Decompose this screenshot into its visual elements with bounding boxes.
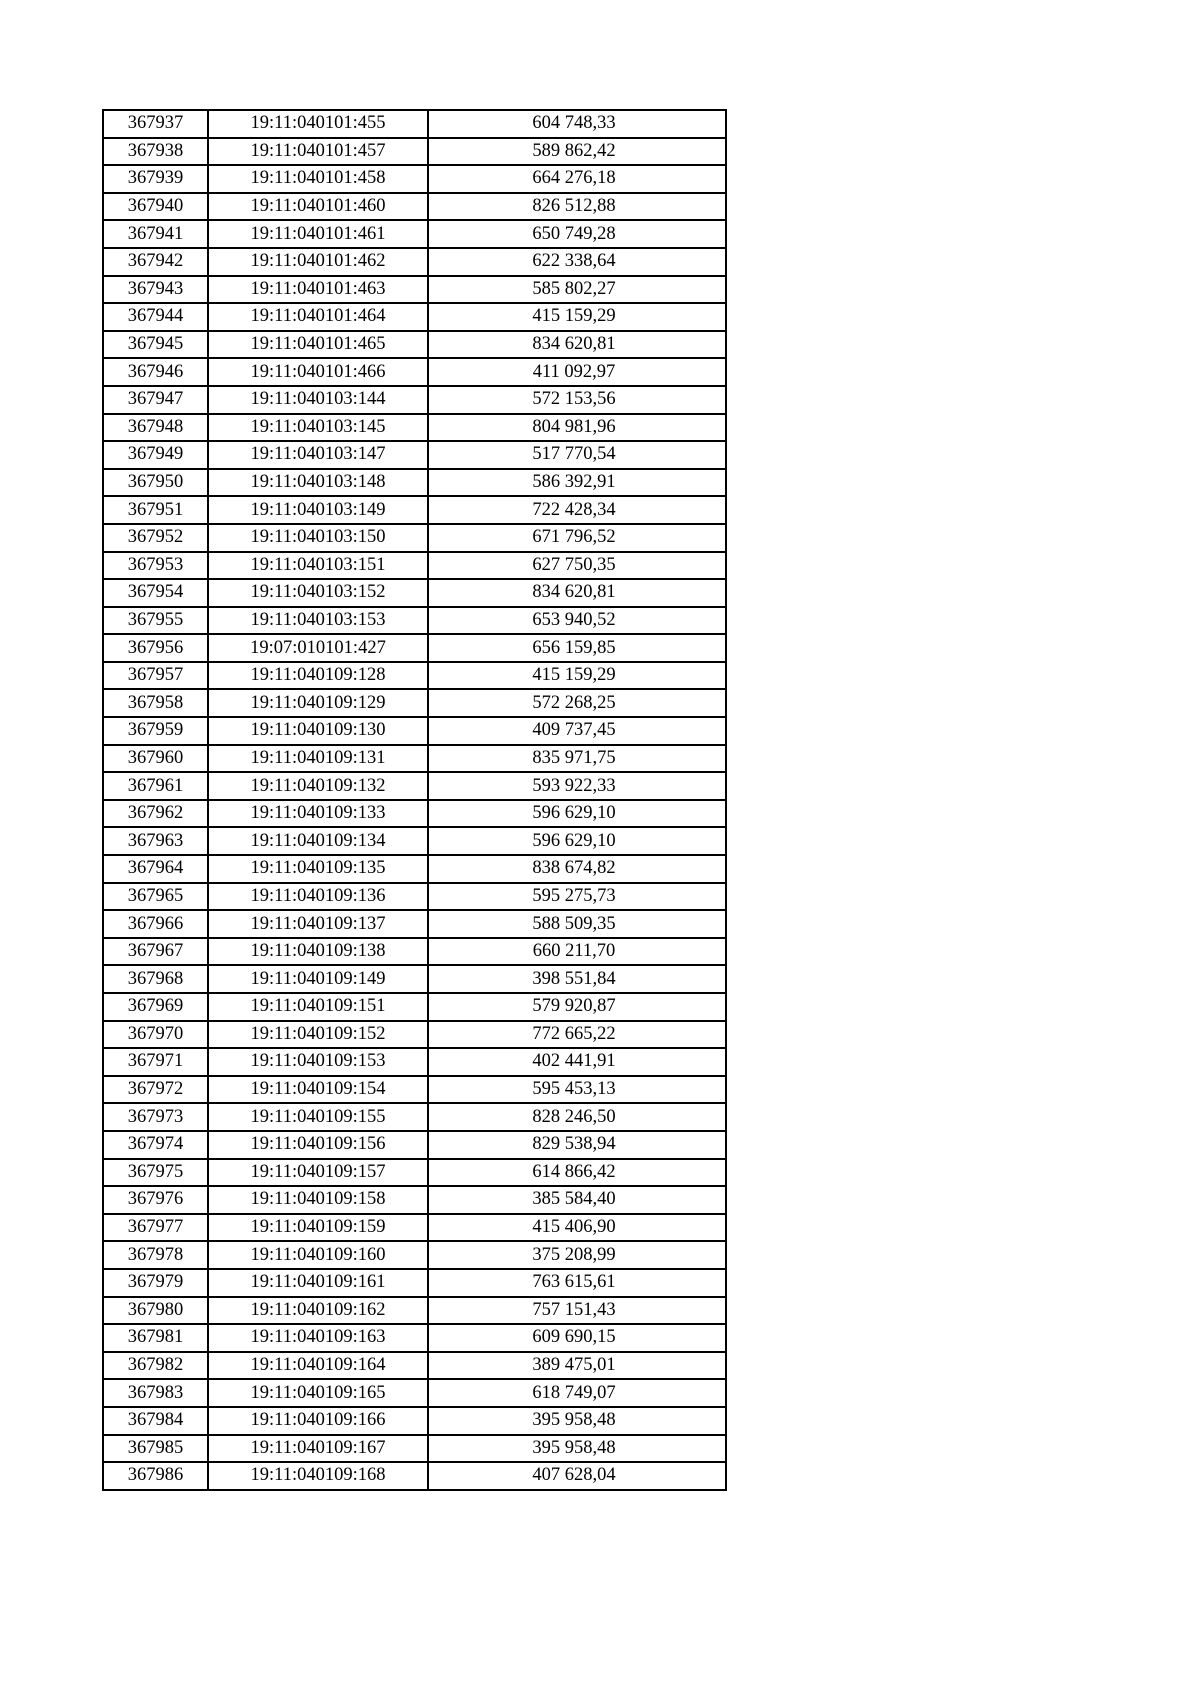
- cadastral-number-cell: 19:11:040109:134: [208, 827, 428, 855]
- row-number-cell: 367968: [103, 965, 208, 993]
- row-number-cell: 367973: [103, 1103, 208, 1131]
- row-number-cell: 367945: [103, 331, 208, 359]
- table-row: [103, 193, 726, 221]
- table-row: [103, 1352, 726, 1380]
- row-number-cell: 367977: [103, 1214, 208, 1242]
- cadastral-number-cell: 19:11:040103:151: [208, 552, 428, 580]
- table-row: [103, 1241, 726, 1269]
- table-row: [103, 772, 726, 800]
- cadastral-number-cell: 19:11:040103:150: [208, 524, 428, 552]
- cadastral-value-cell: 595 275,73: [428, 883, 726, 911]
- row-number-cell: 367959: [103, 717, 208, 745]
- cadastral-value-cell: 627 750,35: [428, 552, 726, 580]
- table-row: [103, 331, 726, 359]
- cadastral-value-cell: 415 406,90: [428, 1214, 726, 1242]
- row-number-cell: 367940: [103, 193, 208, 221]
- cadastral-value-cell: 593 922,33: [428, 772, 726, 800]
- table-row: [103, 800, 726, 828]
- cadastral-number-cell: 19:11:040101:461: [208, 220, 428, 248]
- table-row: [103, 745, 726, 773]
- row-number-cell: 367971: [103, 1048, 208, 1076]
- table-row: [103, 1379, 726, 1407]
- row-number-cell: 367960: [103, 745, 208, 773]
- cadastral-number-cell: 19:11:040109:131: [208, 745, 428, 773]
- cadastral-value-cell: 407 628,04: [428, 1462, 726, 1490]
- cadastral-value-cell: 588 509,35: [428, 910, 726, 938]
- row-number-cell: 367961: [103, 772, 208, 800]
- row-number-cell: 367951: [103, 496, 208, 524]
- cadastral-number-cell: 19:11:040109:165: [208, 1379, 428, 1407]
- cadastral-value-cell: 671 796,52: [428, 524, 726, 552]
- row-number-cell: 367949: [103, 441, 208, 469]
- table-row: [103, 358, 726, 386]
- cadastral-number-cell: 19:11:040109:160: [208, 1241, 428, 1269]
- cadastral-value-cell: 409 737,45: [428, 717, 726, 745]
- cadastral-value-cell: 656 159,85: [428, 634, 726, 662]
- row-number-cell: 367948: [103, 414, 208, 442]
- cadastral-number-cell: 19:11:040109:152: [208, 1021, 428, 1049]
- cadastral-value-cell: 585 802,27: [428, 276, 726, 304]
- table-row: [103, 579, 726, 607]
- row-number-cell: 367947: [103, 386, 208, 414]
- cadastral-number-cell: 19:11:040109:167: [208, 1435, 428, 1463]
- cadastral-value-cell: 804 981,96: [428, 414, 726, 442]
- row-number-cell: 367967: [103, 938, 208, 966]
- row-number-cell: 367975: [103, 1159, 208, 1187]
- cadastral-number-cell: 19:11:040109:161: [208, 1269, 428, 1297]
- row-number-cell: 367943: [103, 276, 208, 304]
- cadastral-value-cell: 772 665,22: [428, 1021, 726, 1049]
- table-row: [103, 1297, 726, 1325]
- cadastral-value-cell: 572 268,25: [428, 689, 726, 717]
- cadastral-number-cell: 19:11:040101:458: [208, 165, 428, 193]
- table-row: [103, 469, 726, 497]
- cadastral-value-cell: 622 338,64: [428, 248, 726, 276]
- row-number-cell: 367950: [103, 469, 208, 497]
- table-row: [103, 414, 726, 442]
- row-number-cell: 367962: [103, 800, 208, 828]
- table-row: [103, 1131, 726, 1159]
- cadastral-value-cell: 838 674,82: [428, 855, 726, 883]
- cadastral-number-cell: 19:11:040101:455: [208, 110, 428, 138]
- cadastral-value-cell: 395 958,48: [428, 1407, 726, 1435]
- table-row: [103, 717, 726, 745]
- table-body: [103, 110, 726, 1490]
- row-number-cell: 367969: [103, 993, 208, 1021]
- cadastral-value-cell: 826 512,88: [428, 193, 726, 221]
- table-row: [103, 1076, 726, 1104]
- row-number-cell: 367938: [103, 138, 208, 166]
- table-row: [103, 1048, 726, 1076]
- row-number-cell: 367985: [103, 1435, 208, 1463]
- cadastral-number-cell: 19:11:040109:168: [208, 1462, 428, 1490]
- cadastral-number-cell: 19:11:040109:136: [208, 883, 428, 911]
- table-row: [103, 1159, 726, 1187]
- row-number-cell: 367982: [103, 1352, 208, 1380]
- cadastral-number-cell: 19:11:040101:466: [208, 358, 428, 386]
- row-number-cell: 367941: [103, 220, 208, 248]
- cadastral-value-cell: 834 620,81: [428, 331, 726, 359]
- cadastral-number-cell: 19:11:040109:164: [208, 1352, 428, 1380]
- table-row: [103, 386, 726, 414]
- cadastral-number-cell: 19:11:040109:162: [208, 1297, 428, 1325]
- table-row: [103, 827, 726, 855]
- cadastral-number-cell: 19:11:040101:457: [208, 138, 428, 166]
- row-number-cell: 367946: [103, 358, 208, 386]
- cadastral-value-cell: 415 159,29: [428, 303, 726, 331]
- row-number-cell: 367979: [103, 1269, 208, 1297]
- cadastral-number-cell: 19:11:040109:158: [208, 1186, 428, 1214]
- table-row: [103, 1103, 726, 1131]
- cadastral-value-cell: 757 151,43: [428, 1297, 726, 1325]
- table-row: [103, 965, 726, 993]
- cadastral-value-cell: 385 584,40: [428, 1186, 726, 1214]
- table-row: [103, 138, 726, 166]
- row-number-cell: 367978: [103, 1241, 208, 1269]
- table-row: [103, 607, 726, 635]
- row-number-cell: 367954: [103, 579, 208, 607]
- cadastral-value-cell: 572 153,56: [428, 386, 726, 414]
- table-row: [103, 1269, 726, 1297]
- table-row: [103, 993, 726, 1021]
- table-row: [103, 855, 726, 883]
- cadastral-number-cell: 19:11:040101:465: [208, 331, 428, 359]
- table-row: [103, 1324, 726, 1352]
- row-number-cell: 367980: [103, 1297, 208, 1325]
- cadastral-value-cell: 834 620,81: [428, 579, 726, 607]
- row-number-cell: 367956: [103, 634, 208, 662]
- cadastral-number-cell: 19:11:040109:159: [208, 1214, 428, 1242]
- cadastral-value-cell: 411 092,97: [428, 358, 726, 386]
- cadastral-value-table: [102, 109, 727, 1491]
- cadastral-number-cell: 19:11:040103:147: [208, 441, 428, 469]
- table-row: [103, 303, 726, 331]
- cadastral-value-cell: 586 392,91: [428, 469, 726, 497]
- row-number-cell: 367937: [103, 110, 208, 138]
- row-number-cell: 367981: [103, 1324, 208, 1352]
- row-number-cell: 367964: [103, 855, 208, 883]
- table-row: [103, 1214, 726, 1242]
- cadastral-number-cell: 19:11:040109:132: [208, 772, 428, 800]
- table-row: [103, 441, 726, 469]
- table-row: [103, 524, 726, 552]
- table-row: [103, 552, 726, 580]
- cadastral-value-cell: 579 920,87: [428, 993, 726, 1021]
- row-number-cell: 367966: [103, 910, 208, 938]
- cadastral-value-cell: 596 629,10: [428, 827, 726, 855]
- cadastral-number-cell: 19:11:040101:463: [208, 276, 428, 304]
- table-row: [103, 938, 726, 966]
- row-number-cell: 367963: [103, 827, 208, 855]
- row-number-cell: 367952: [103, 524, 208, 552]
- table-row: [103, 496, 726, 524]
- cadastral-value-cell: 604 748,33: [428, 110, 726, 138]
- cadastral-number-cell: 19:11:040103:148: [208, 469, 428, 497]
- cadastral-number-cell: 19:11:040103:144: [208, 386, 428, 414]
- cadastral-value-cell: 398 551,84: [428, 965, 726, 993]
- table-row: [103, 165, 726, 193]
- cadastral-value-cell: 389 475,01: [428, 1352, 726, 1380]
- table-row: [103, 110, 726, 138]
- cadastral-value-cell: 402 441,91: [428, 1048, 726, 1076]
- table-row: [103, 1407, 726, 1435]
- cadastral-value-cell: 415 159,29: [428, 662, 726, 690]
- table-row: [103, 248, 726, 276]
- table-row: [103, 1186, 726, 1214]
- cadastral-value-cell: 614 866,42: [428, 1159, 726, 1187]
- table-row: [103, 1435, 726, 1463]
- cadastral-number-cell: 19:11:040109:155: [208, 1103, 428, 1131]
- row-number-cell: 367984: [103, 1407, 208, 1435]
- cadastral-value-cell: 596 629,10: [428, 800, 726, 828]
- cadastral-number-cell: 19:11:040109:153: [208, 1048, 428, 1076]
- cadastral-number-cell: 19:11:040109:154: [208, 1076, 428, 1104]
- cadastral-number-cell: 19:11:040103:145: [208, 414, 428, 442]
- cadastral-number-cell: 19:11:040109:163: [208, 1324, 428, 1352]
- cadastral-value-cell: 722 428,34: [428, 496, 726, 524]
- table-row: [103, 910, 726, 938]
- row-number-cell: 367958: [103, 689, 208, 717]
- row-number-cell: 367976: [103, 1186, 208, 1214]
- row-number-cell: 367970: [103, 1021, 208, 1049]
- cadastral-number-cell: 19:11:040109:138: [208, 938, 428, 966]
- cadastral-value-cell: 828 246,50: [428, 1103, 726, 1131]
- row-number-cell: 367957: [103, 662, 208, 690]
- cadastral-value-cell: 618 749,07: [428, 1379, 726, 1407]
- cadastral-value-cell: 589 862,42: [428, 138, 726, 166]
- table-row: [103, 1021, 726, 1049]
- cadastral-value-cell: 660 211,70: [428, 938, 726, 966]
- row-number-cell: 367955: [103, 607, 208, 635]
- cadastral-number-cell: 19:11:040109:151: [208, 993, 428, 1021]
- table-row: [103, 1462, 726, 1490]
- row-number-cell: 367953: [103, 552, 208, 580]
- row-number-cell: 367942: [103, 248, 208, 276]
- cadastral-number-cell: 19:11:040109:133: [208, 800, 428, 828]
- cadastral-number-cell: 19:11:040109:156: [208, 1131, 428, 1159]
- table-row: [103, 662, 726, 690]
- cadastral-number-cell: 19:11:040109:135: [208, 855, 428, 883]
- cadastral-number-cell: 19:07:010101:427: [208, 634, 428, 662]
- cadastral-number-cell: 19:11:040109:157: [208, 1159, 428, 1187]
- cadastral-number-cell: 19:11:040109:137: [208, 910, 428, 938]
- cadastral-value-cell: 829 538,94: [428, 1131, 726, 1159]
- row-number-cell: 367972: [103, 1076, 208, 1104]
- table-row: [103, 220, 726, 248]
- cadastral-value-cell: 650 749,28: [428, 220, 726, 248]
- cadastral-number-cell: 19:11:040101:462: [208, 248, 428, 276]
- cadastral-value-cell: 395 958,48: [428, 1435, 726, 1463]
- cadastral-value-cell: 609 690,15: [428, 1324, 726, 1352]
- row-number-cell: 367965: [103, 883, 208, 911]
- cadastral-number-cell: 19:11:040109:166: [208, 1407, 428, 1435]
- row-number-cell: 367939: [103, 165, 208, 193]
- cadastral-number-cell: 19:11:040103:149: [208, 496, 428, 524]
- cadastral-number-cell: 19:11:040101:464: [208, 303, 428, 331]
- table-row: [103, 276, 726, 304]
- cadastral-number-cell: 19:11:040109:129: [208, 689, 428, 717]
- row-number-cell: 367974: [103, 1131, 208, 1159]
- table-row: [103, 883, 726, 911]
- cadastral-number-cell: 19:11:040103:152: [208, 579, 428, 607]
- row-number-cell: 367944: [103, 303, 208, 331]
- cadastral-value-cell: 375 208,99: [428, 1241, 726, 1269]
- row-number-cell: 367986: [103, 1462, 208, 1490]
- cadastral-number-cell: 19:11:040109:130: [208, 717, 428, 745]
- cadastral-value-cell: 664 276,18: [428, 165, 726, 193]
- cadastral-value-cell: 653 940,52: [428, 607, 726, 635]
- cadastral-number-cell: 19:11:040103:153: [208, 607, 428, 635]
- cadastral-value-cell: 763 615,61: [428, 1269, 726, 1297]
- cadastral-value-cell: 517 770,54: [428, 441, 726, 469]
- cadastral-number-cell: 19:11:040101:460: [208, 193, 428, 221]
- cadastral-number-cell: 19:11:040109:128: [208, 662, 428, 690]
- cadastral-value-cell: 595 453,13: [428, 1076, 726, 1104]
- cadastral-value-cell: 835 971,75: [428, 745, 726, 773]
- cadastral-number-cell: 19:11:040109:149: [208, 965, 428, 993]
- table-row: [103, 689, 726, 717]
- table-row: [103, 634, 726, 662]
- row-number-cell: 367983: [103, 1379, 208, 1407]
